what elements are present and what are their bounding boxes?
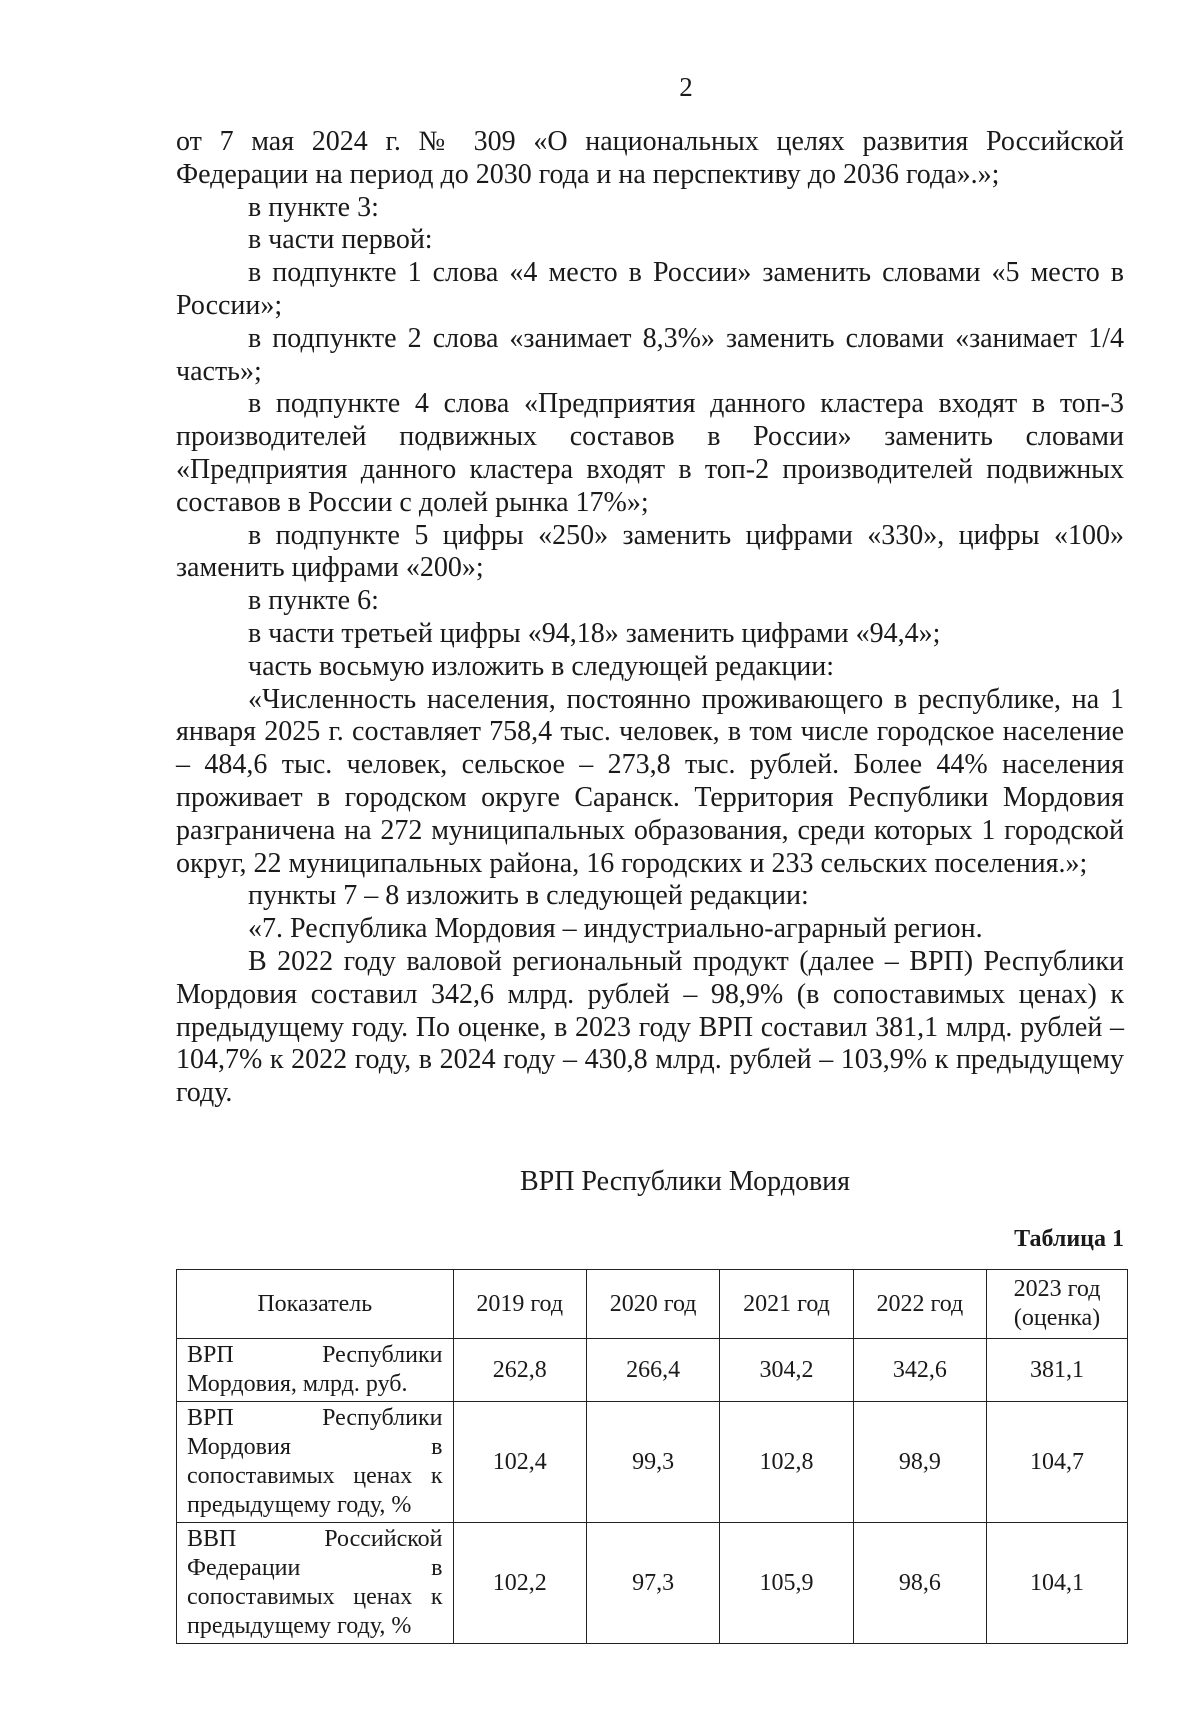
- table-cell: 102,4: [453, 1402, 586, 1523]
- table-row-label: ВВП Российской Федерации в сопоставимых ценах к предыдущему году, %: [177, 1523, 454, 1644]
- table-cell: 262,8: [453, 1339, 586, 1402]
- table-row-label: ВРП Республики Мордовия, млрд. руб.: [177, 1339, 454, 1402]
- paragraph: в пункте 6:: [248, 585, 379, 617]
- table-header-cell: 2020 год: [586, 1270, 719, 1339]
- paragraph: в части первой:: [248, 224, 433, 256]
- table-row: [177, 1523, 1128, 1644]
- page-number: 2: [679, 72, 693, 102]
- paragraph: часть восьмую изложить в следующей редакции:: [248, 650, 835, 682]
- table-header-cell: 2019 год: [453, 1270, 586, 1339]
- table-cell: 266,4: [586, 1339, 719, 1402]
- table-cell: 98,9: [853, 1402, 986, 1523]
- table-row: [177, 1402, 1128, 1523]
- table-header-cell: 2022 год: [853, 1270, 986, 1339]
- table-cell: 98,6: [853, 1523, 986, 1644]
- table-cell: 105,9: [720, 1523, 853, 1644]
- paragraph: в подпункте 1 слова «4 место в России» заменить словами «5 место в России»;: [176, 257, 1124, 321]
- paragraph: в подпункте 4 слова «Предприятия данного кластера входят в топ-3 производителей подвижных составов в России» заменить словами «Предприятия данного кластера входят в топ-2 производителей подвижных составов в России с долей рынка 17%»;: [176, 388, 1124, 518]
- table-cell: 342,6: [853, 1339, 986, 1402]
- table-title: ВРП Республики Мордовия: [519, 1166, 851, 1197]
- table-row-label: ВРП Республики Мордовия в сопоставимых ценах к предыдущему году, %: [177, 1402, 454, 1523]
- paragraph: «7. Республика Мордовия – индустриально-аграрный регион.: [248, 913, 983, 945]
- table-cell: 381,1: [987, 1339, 1128, 1402]
- paragraph: в подпункте 2 слова «занимает 8,3%» заменить словами «занимает 1/4 часть»;: [176, 322, 1124, 387]
- paragraph: В 2022 году валовой региональный продукт (далее – ВРП) Республики Мордовия составил 342,6 млрд. рублей – 98,9% (в сопоставимых ценах) к предыдущему году. По оценке, в 2023 году ВРП составил 381,1 млрд. рублей – 104,7% к 2022 году, в 2024 году – 430,8 млрд. рублей – 103,9% к предыдущему году.: [176, 945, 1124, 1109]
- table-header-cell: 2021 год: [720, 1270, 853, 1339]
- table-cell: 102,2: [453, 1523, 586, 1644]
- paragraph: «Численность населения, постоянно проживающего в республике, на 1 января 2025 г. составляет 758,4 тыс. человек, в том числе городское население – 484,6 тыс. человек, сельское – 273,8 тыс. рублей. Более 44% населения проживает в городском округе Саранск. Территория Республики Мордовия разграничена на 272 муниципальных образования, среди которых 1 городской округ, 22 муниципальных района, 16 городских и 233 сельских поселения.»;: [176, 683, 1124, 879]
- table-row: [177, 1339, 1128, 1402]
- paragraph: в подпункте 5 цифры «250» заменить цифрами «330», цифры «100» заменить цифрами «200»;: [176, 519, 1124, 584]
- table-cell: 97,3: [586, 1523, 719, 1644]
- table-header-cell: Показатель: [177, 1270, 454, 1339]
- paragraph: пункты 7 – 8 изложить в следующей редакции:: [248, 880, 809, 912]
- gdp-table: [176, 1269, 1128, 1644]
- paragraph: в части третьей цифры «94,18» заменить цифрами «94,4»;: [248, 617, 941, 649]
- table-cell: 104,7: [987, 1402, 1128, 1523]
- table-cell: 104,1: [987, 1523, 1128, 1644]
- document-body: [176, 126, 1124, 1110]
- paragraph: от 7 мая 2024 г. № 309 «О национальных целях развития Российской Федерации на период до 2030 года и на перспективу до 2036 года».»;: [176, 126, 1124, 190]
- table-cell: 304,2: [720, 1339, 853, 1402]
- paragraph: в пункте 3:: [248, 191, 379, 223]
- table-header-cell: 2023 год (оценка): [987, 1270, 1128, 1339]
- table-header-row: [177, 1270, 1128, 1339]
- table-number-label: Таблица 1: [1014, 1226, 1124, 1252]
- table-cell: 102,8: [720, 1402, 853, 1523]
- table-cell: 99,3: [586, 1402, 719, 1523]
